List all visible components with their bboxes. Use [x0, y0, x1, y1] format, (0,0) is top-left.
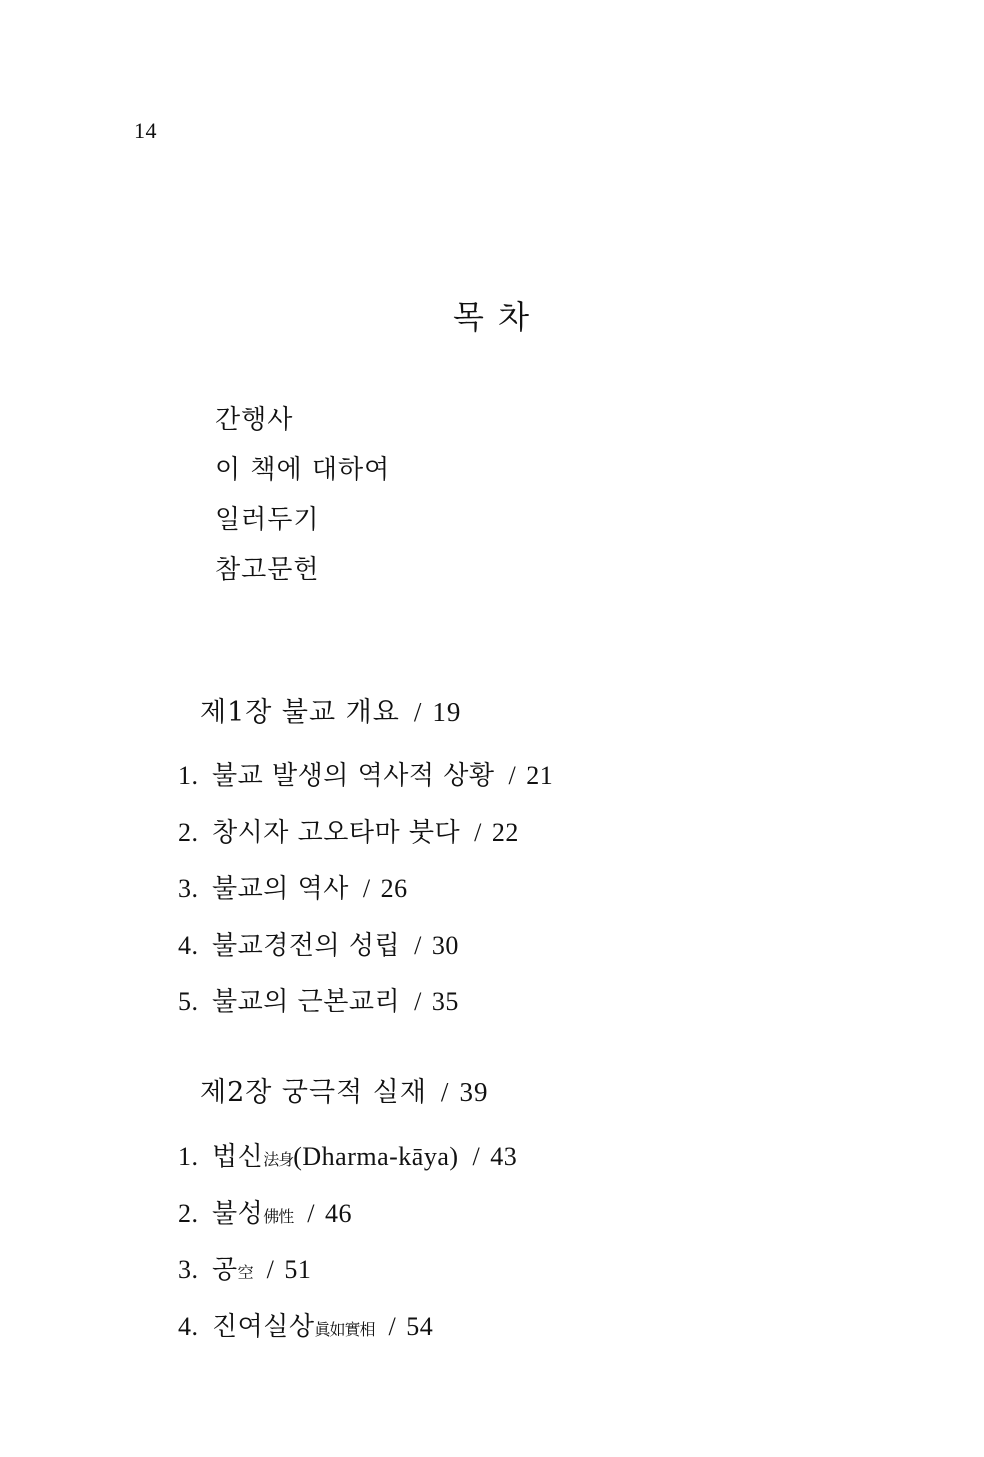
section-number: 1.	[178, 761, 199, 790]
section-item[interactable]	[178, 1135, 517, 1192]
section-page: 51	[284, 1255, 312, 1284]
section-page: 22	[491, 817, 519, 847]
section-number: 4.	[178, 930, 199, 960]
section-hanja: 空	[237, 1263, 253, 1282]
section-page: 30	[431, 930, 459, 960]
section-item[interactable]	[178, 1305, 517, 1362]
toc-title-text: 목 차	[453, 298, 531, 336]
separator: /	[266, 1255, 275, 1284]
section-page: 21	[526, 761, 554, 790]
separator: /	[414, 930, 422, 960]
section-title: 불교 발생의 역사적 상황	[212, 761, 495, 791]
section-item[interactable]	[178, 811, 553, 868]
section-hanja: 法身	[263, 1150, 294, 1169]
page-number: 14	[134, 118, 157, 143]
section-number: 3.	[178, 1255, 199, 1284]
chapter-heading[interactable]	[200, 1070, 488, 1109]
section-latin: (Dharma-kāya)	[293, 1142, 459, 1171]
chapter-2-section-list	[178, 1135, 517, 1361]
section-number: 2.	[178, 1198, 199, 1228]
separator: /	[388, 1311, 397, 1341]
section-hanja: 佛性	[263, 1206, 294, 1226]
front-matter-item[interactable]: 참고문헌	[215, 555, 320, 585]
section-title: 불교의 근본교리	[212, 987, 401, 1017]
section-title: 불교의 역사	[212, 874, 349, 904]
section-hanja: 眞如實相	[314, 1319, 375, 1339]
section-page: 46	[324, 1198, 352, 1228]
front-matter-item[interactable]: 간행사	[215, 405, 294, 435]
front-matter-list	[215, 398, 390, 598]
separator: /	[474, 817, 482, 847]
section-page: 26	[380, 874, 408, 903]
section-number: 5.	[178, 987, 199, 1016]
chapter-page: 39	[459, 1077, 489, 1107]
separator: /	[362, 874, 371, 903]
section-page: 43	[490, 1142, 518, 1171]
section-title: 창시자 고오타마 붓다	[212, 817, 461, 848]
section-item[interactable]	[178, 980, 553, 1037]
chapter-heading[interactable]	[200, 690, 461, 729]
separator: /	[413, 697, 423, 727]
section-number: 4.	[178, 1311, 199, 1341]
section-item[interactable]	[178, 1192, 517, 1249]
section-item[interactable]	[178, 924, 553, 981]
chapter-title: 제1장 불교 개요	[200, 697, 400, 728]
toc-title	[0, 292, 984, 338]
section-number: 3.	[178, 874, 199, 903]
section-page: 35	[431, 987, 459, 1016]
section-item[interactable]	[178, 754, 553, 811]
section-item[interactable]	[178, 1248, 517, 1305]
separator: /	[414, 987, 422, 1016]
section-title: 불교경전의 성립	[212, 930, 401, 961]
section-title: 불성	[212, 1198, 264, 1229]
section-number: 1.	[178, 1142, 199, 1171]
separator: /	[508, 761, 517, 790]
section-item[interactable]	[178, 867, 553, 924]
front-matter-item[interactable]: 이 책에 대하여	[215, 455, 391, 485]
section-page: 54	[406, 1311, 434, 1341]
chapter-title: 제2장 궁극적 실재	[200, 1077, 427, 1108]
separator: /	[472, 1142, 481, 1171]
section-title: 진여실상	[212, 1311, 315, 1342]
separator: /	[307, 1198, 315, 1228]
section-number: 2.	[178, 817, 199, 847]
chapter-1-section-list	[178, 754, 553, 1037]
section-title: 법신	[212, 1142, 264, 1172]
separator: /	[440, 1077, 450, 1107]
section-title: 공	[212, 1255, 238, 1285]
chapter-page: 19	[432, 697, 462, 727]
front-matter-item[interactable]: 일러두기	[215, 505, 320, 535]
